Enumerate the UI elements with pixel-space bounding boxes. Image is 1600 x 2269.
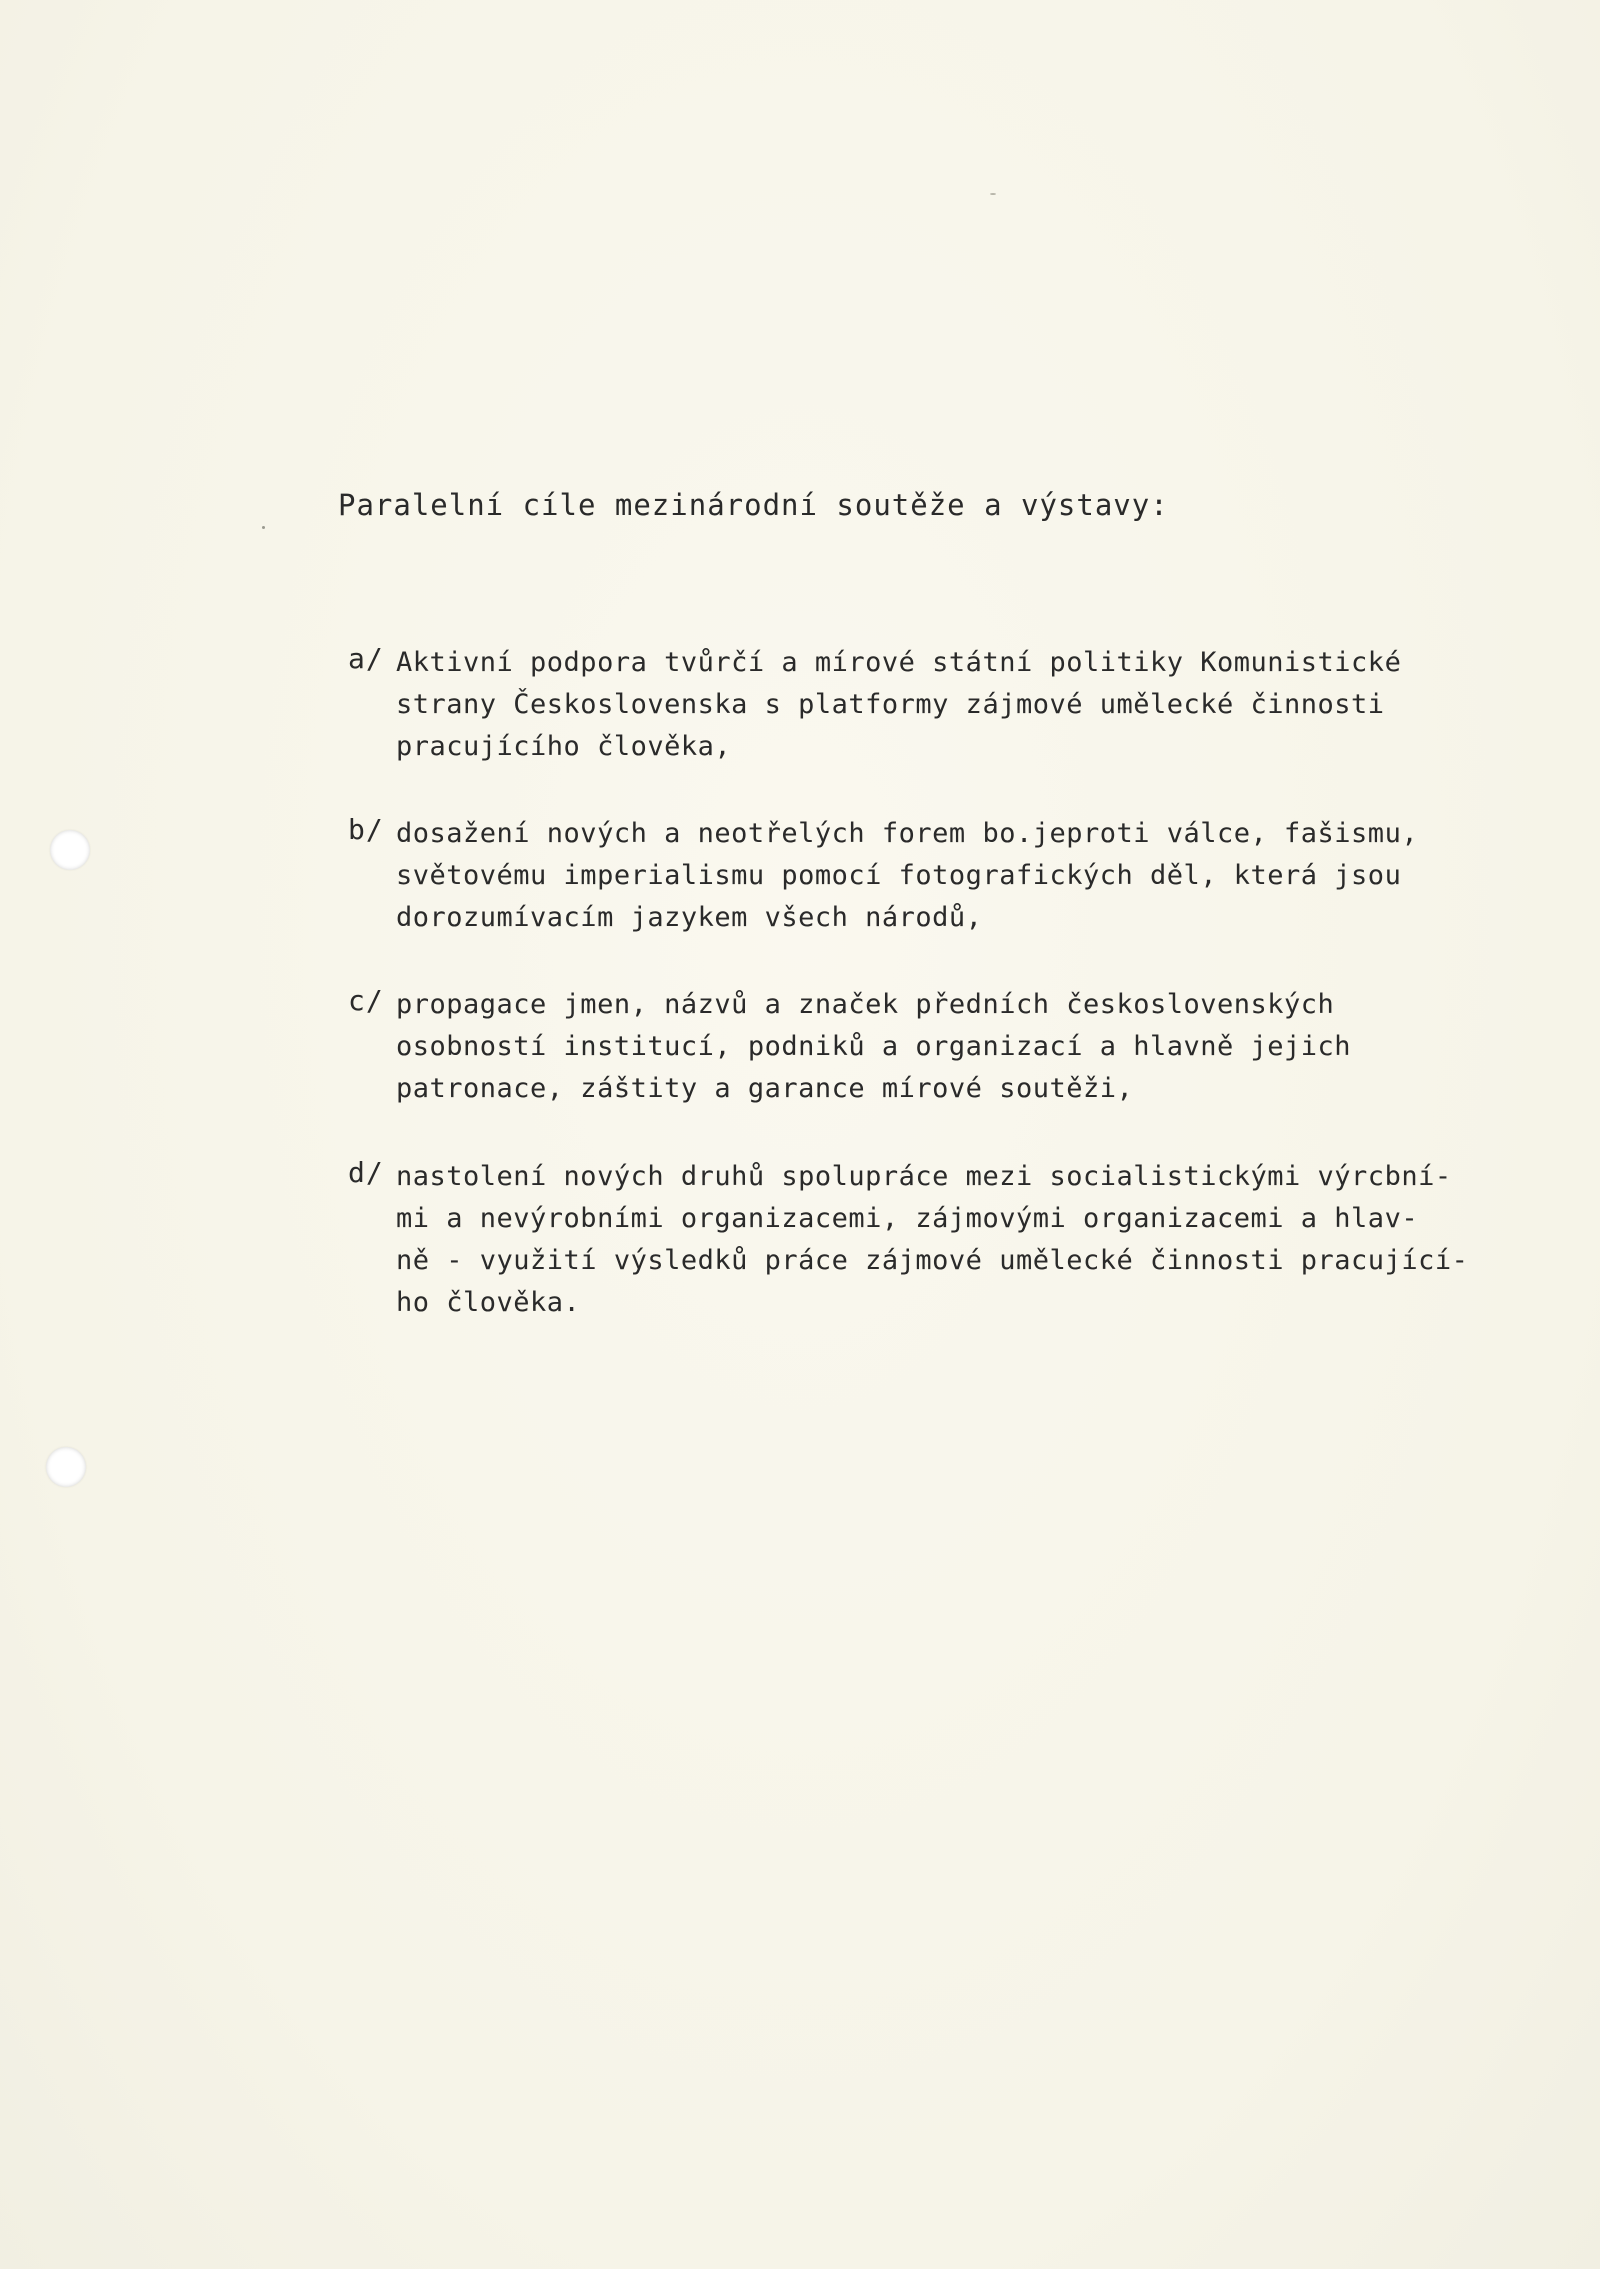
text-line: ně - využití výsledků práce zájmové umělecké činnosti pracující- bbox=[396, 1245, 1469, 1276]
item-text bbox=[396, 984, 1351, 1110]
punch-hole bbox=[50, 830, 90, 870]
item-letter: b/ bbox=[348, 813, 384, 846]
text-line: propagace jmen, názvů a značek předních československých bbox=[396, 989, 1335, 1020]
text-line: pracujícího člověka, bbox=[396, 731, 732, 762]
text-line: ho člověka. bbox=[396, 1287, 581, 1318]
text-line: dosažení nových a neotřelých forem bo.jeproti válce, fašismu, bbox=[396, 818, 1419, 849]
item-text bbox=[396, 813, 1418, 939]
item-letter: c/ bbox=[348, 984, 384, 1017]
paper-speck bbox=[262, 526, 265, 529]
text-line: dorozumívacím jazykem všech národů, bbox=[396, 902, 983, 933]
item-letter: d/ bbox=[348, 1156, 384, 1189]
text-line: strany Československa s platformy zájmové umělecké činnosti bbox=[396, 689, 1385, 720]
text-line: patronace, záštity a garance mírové soutěži, bbox=[396, 1073, 1134, 1104]
text-line: nastolení nových druhů spolupráce mezi socialistickými výrcbní- bbox=[396, 1161, 1452, 1192]
item-letter: a/ bbox=[348, 642, 384, 675]
document-heading: Paralelní cíle mezinárodní soutěže a výstavy: bbox=[338, 488, 1169, 522]
text-line: mi a nevýrobními organizacemi, zájmovými organizacemi a hlav- bbox=[396, 1203, 1419, 1234]
paper-speck bbox=[990, 193, 996, 195]
item-text bbox=[396, 642, 1401, 768]
text-line: Aktivní podpora tvůrčí a mírové státní politiky Komunistické bbox=[396, 647, 1402, 678]
text-line: osobností institucí, podniků a organizací a hlavně jejich bbox=[396, 1031, 1352, 1062]
item-text bbox=[396, 1156, 1468, 1324]
text-line: světovému imperialismu pomocí fotografických děl, která jsou bbox=[396, 860, 1402, 891]
punch-hole bbox=[46, 1447, 86, 1487]
